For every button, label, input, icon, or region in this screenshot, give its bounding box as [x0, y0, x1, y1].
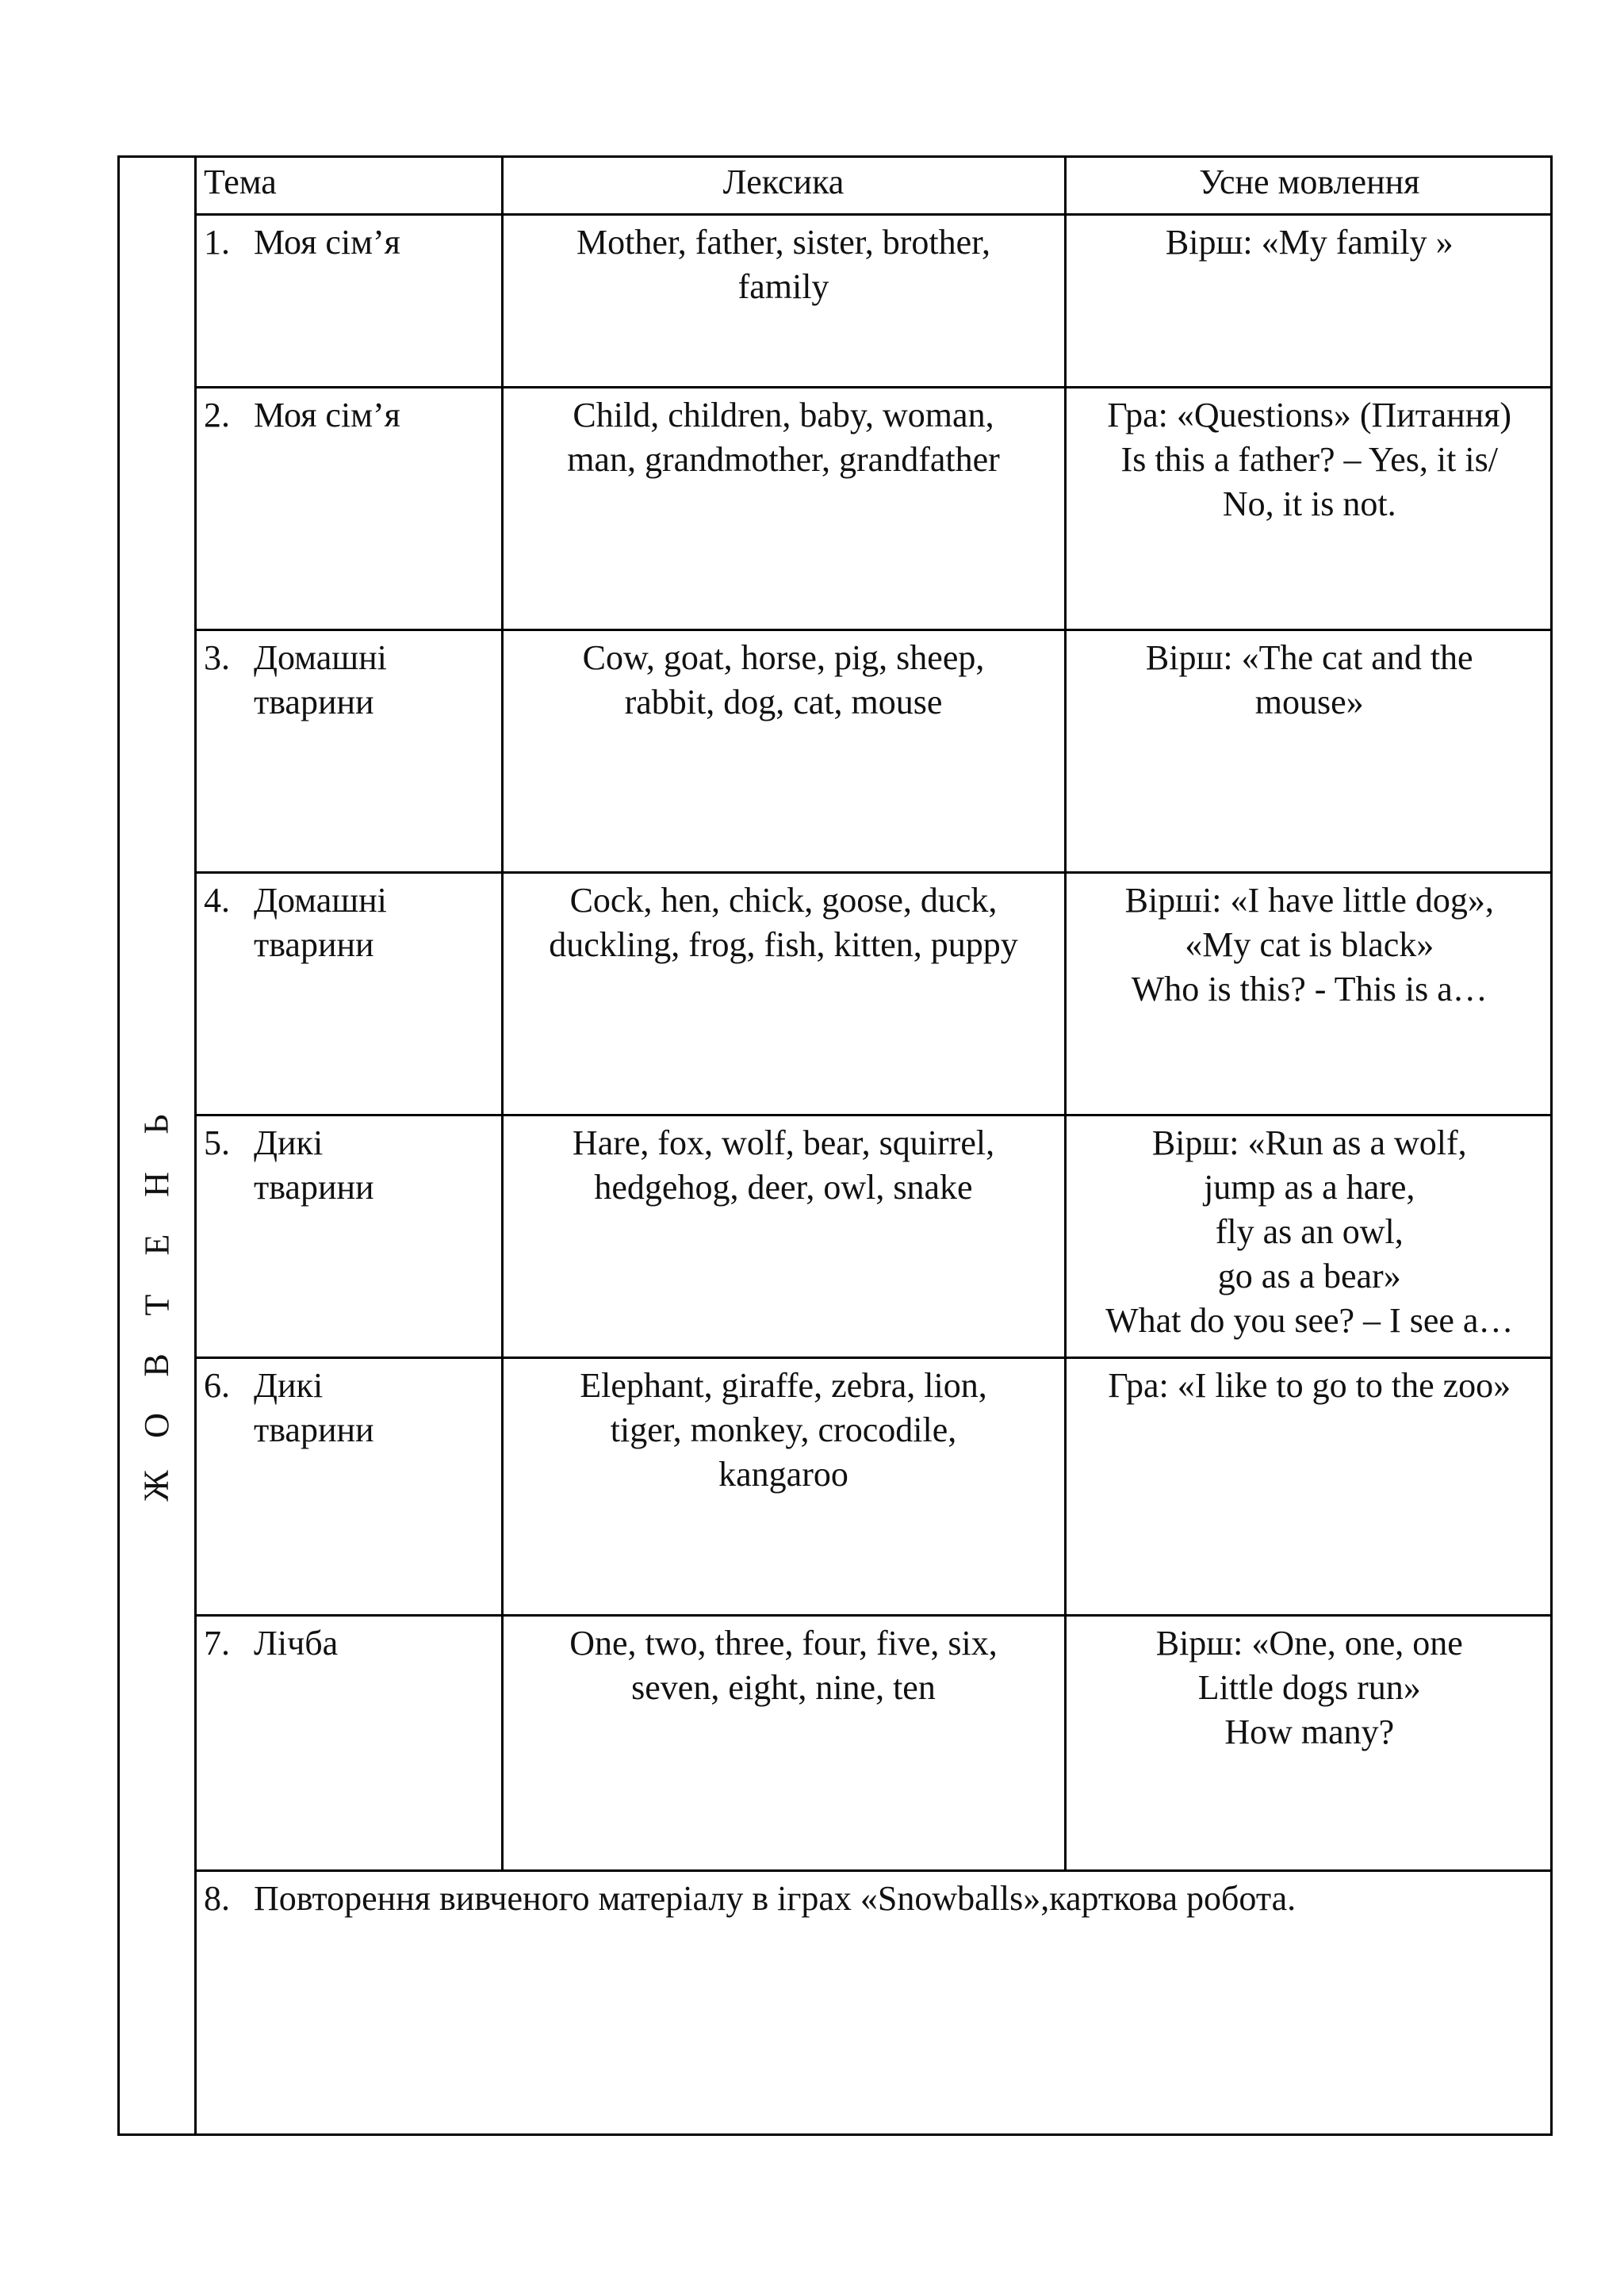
topic-cell: [194, 872, 502, 1115]
month-label: [117, 1107, 197, 1503]
speech-line: Вірш: «Run as a wolf,: [1151, 1123, 1467, 1162]
row-number: 2.: [204, 395, 230, 434]
topic-cell: [194, 1115, 502, 1357]
vocab-line: man, grandmother, grandfather: [567, 439, 1000, 479]
topic-line: Домашні: [254, 880, 387, 920]
vocab-cell: [502, 872, 1065, 1115]
month-letter: Т: [136, 1294, 176, 1316]
speech-line: jump as a hare,: [1204, 1167, 1415, 1207]
speech-line: Вірш: «My family »: [1165, 222, 1454, 262]
topic-cell: [194, 387, 502, 629]
topic-text: [254, 878, 492, 967]
topic-text: [254, 393, 492, 438]
speech-line: Вірш: «The cat and the: [1145, 637, 1473, 677]
summary-row: [194, 1870, 1553, 2130]
vocab-line: kangaroo: [718, 1454, 848, 1494]
month-letter: В: [136, 1353, 176, 1377]
speech-cell: [1065, 629, 1553, 872]
speech-line: Гра: «I like to go to the zoo»: [1108, 1365, 1511, 1405]
header-row: [194, 155, 1553, 214]
vocab-line: rabbit, dog, cat, mouse: [624, 682, 943, 721]
speech-line: No, it is not.: [1222, 484, 1396, 523]
summary-number: 8.: [204, 1878, 230, 1918]
vocab-line: family: [737, 266, 829, 306]
header-speech: Усне мовлення: [1065, 155, 1553, 214]
speech-line: «My cat is black»: [1185, 924, 1434, 964]
month-letter: Е: [136, 1234, 176, 1256]
speech-line: What do you see? – I see a…: [1105, 1300, 1514, 1340]
table-row: [194, 214, 1553, 387]
speech-line: Гра: «Questions» (Питання): [1107, 395, 1512, 434]
row-number: 1.: [204, 222, 230, 262]
speech-line: Who is this? - This is a…: [1131, 969, 1488, 1008]
speech-line: Вірші: «I have little dog»,: [1124, 880, 1494, 920]
vocab-cell: [502, 387, 1065, 629]
speech-cell: [1065, 214, 1553, 387]
speech-cell: [1065, 1115, 1553, 1357]
vocab-line: hedgehog, deer, owl, snake: [594, 1167, 973, 1207]
speech-line: mouse»: [1254, 682, 1364, 721]
topic-text: [254, 220, 492, 265]
table-row: [194, 872, 1553, 1115]
vocab-cell: [502, 629, 1065, 872]
speech-line: Вірш: «One, one, one: [1155, 1623, 1463, 1663]
vocab-cell: [502, 1115, 1065, 1357]
topic-text: [254, 1121, 492, 1210]
topic-line: Моя сім’я: [254, 222, 400, 262]
speech-line: fly as an owl,: [1215, 1211, 1404, 1251]
vocab-line: Mother, father, sister, brother,: [576, 222, 990, 262]
lesson-plan-table: [194, 155, 1553, 2130]
header-vocab: Лексика: [502, 155, 1065, 214]
table-row: [194, 387, 1553, 629]
vocab-line: Child, children, baby, woman,: [573, 395, 994, 434]
topic-line: тварини: [254, 1167, 374, 1207]
vocab-cell: [502, 1357, 1065, 1615]
summary-text: Повторення вивченого матеріалу в іграх «Snowballs»,карткова робота.: [254, 1878, 1297, 1918]
vocab-line: One, two, three, four, five, six,: [569, 1623, 998, 1663]
vocab-line: duckling, frog, fish, kitten, puppy: [549, 924, 1018, 964]
row-number: 5.: [204, 1123, 230, 1162]
speech-cell: [1065, 387, 1553, 629]
topic-line: Лічба: [254, 1623, 339, 1663]
speech-line: How many?: [1224, 1712, 1395, 1751]
speech-line: Little dogs run»: [1197, 1667, 1421, 1707]
speech-line: go as a bear»: [1217, 1256, 1401, 1295]
vocab-line: Hare, fox, wolf, bear, squirrel,: [572, 1123, 995, 1162]
vocab-line: Elephant, giraffe, zebra, lion,: [580, 1365, 987, 1405]
topic-cell: [194, 214, 502, 387]
vocab-line: tiger, monkey, crocodile,: [610, 1410, 957, 1449]
table-row: [194, 1115, 1553, 1357]
vocab-cell: [502, 214, 1065, 387]
topic-line: тварини: [254, 924, 374, 964]
header-topic: Тема: [194, 155, 502, 214]
vocab-line: Cock, hen, chick, goose, duck,: [569, 880, 998, 920]
topic-text: [254, 1364, 492, 1452]
topic-line: Домашні: [254, 637, 387, 677]
topic-cell: [194, 629, 502, 872]
row-number: 4.: [204, 880, 230, 920]
table-row: [194, 629, 1553, 872]
vocab-line: seven, eight, nine, ten: [631, 1667, 936, 1707]
row-number: 7.: [204, 1623, 230, 1663]
vocab-cell: [502, 1615, 1065, 1870]
topic-cell: [194, 1615, 502, 1870]
speech-cell: [1065, 1615, 1553, 1870]
row-number: 3.: [204, 637, 230, 677]
speech-cell: [1065, 872, 1553, 1115]
speech-cell: [1065, 1357, 1553, 1615]
topic-cell: [194, 1357, 502, 1615]
topic-line: тварини: [254, 682, 374, 721]
row-number: 6.: [204, 1365, 230, 1405]
topic-text: [254, 636, 492, 725]
topic-line: Дикі: [254, 1123, 324, 1162]
speech-line: Is this a father? – Yes, it is/: [1120, 439, 1498, 479]
month-letter: Ь: [136, 1114, 176, 1135]
vocab-line: Cow, goat, horse, pig, sheep,: [582, 637, 985, 677]
topic-line: тварини: [254, 1410, 374, 1449]
topic-line: Дикі: [254, 1365, 324, 1405]
month-letter: О: [137, 1413, 176, 1438]
summary-cell: [194, 1870, 1553, 2130]
month-letter: Н: [137, 1172, 176, 1197]
table-row: [194, 1615, 1553, 1870]
table-row: [194, 1357, 1553, 1615]
topic-text: [254, 1621, 492, 1666]
month-column: [117, 155, 197, 2136]
topic-line: Моя сім’я: [254, 395, 400, 434]
month-letter: Ж: [137, 1470, 176, 1502]
